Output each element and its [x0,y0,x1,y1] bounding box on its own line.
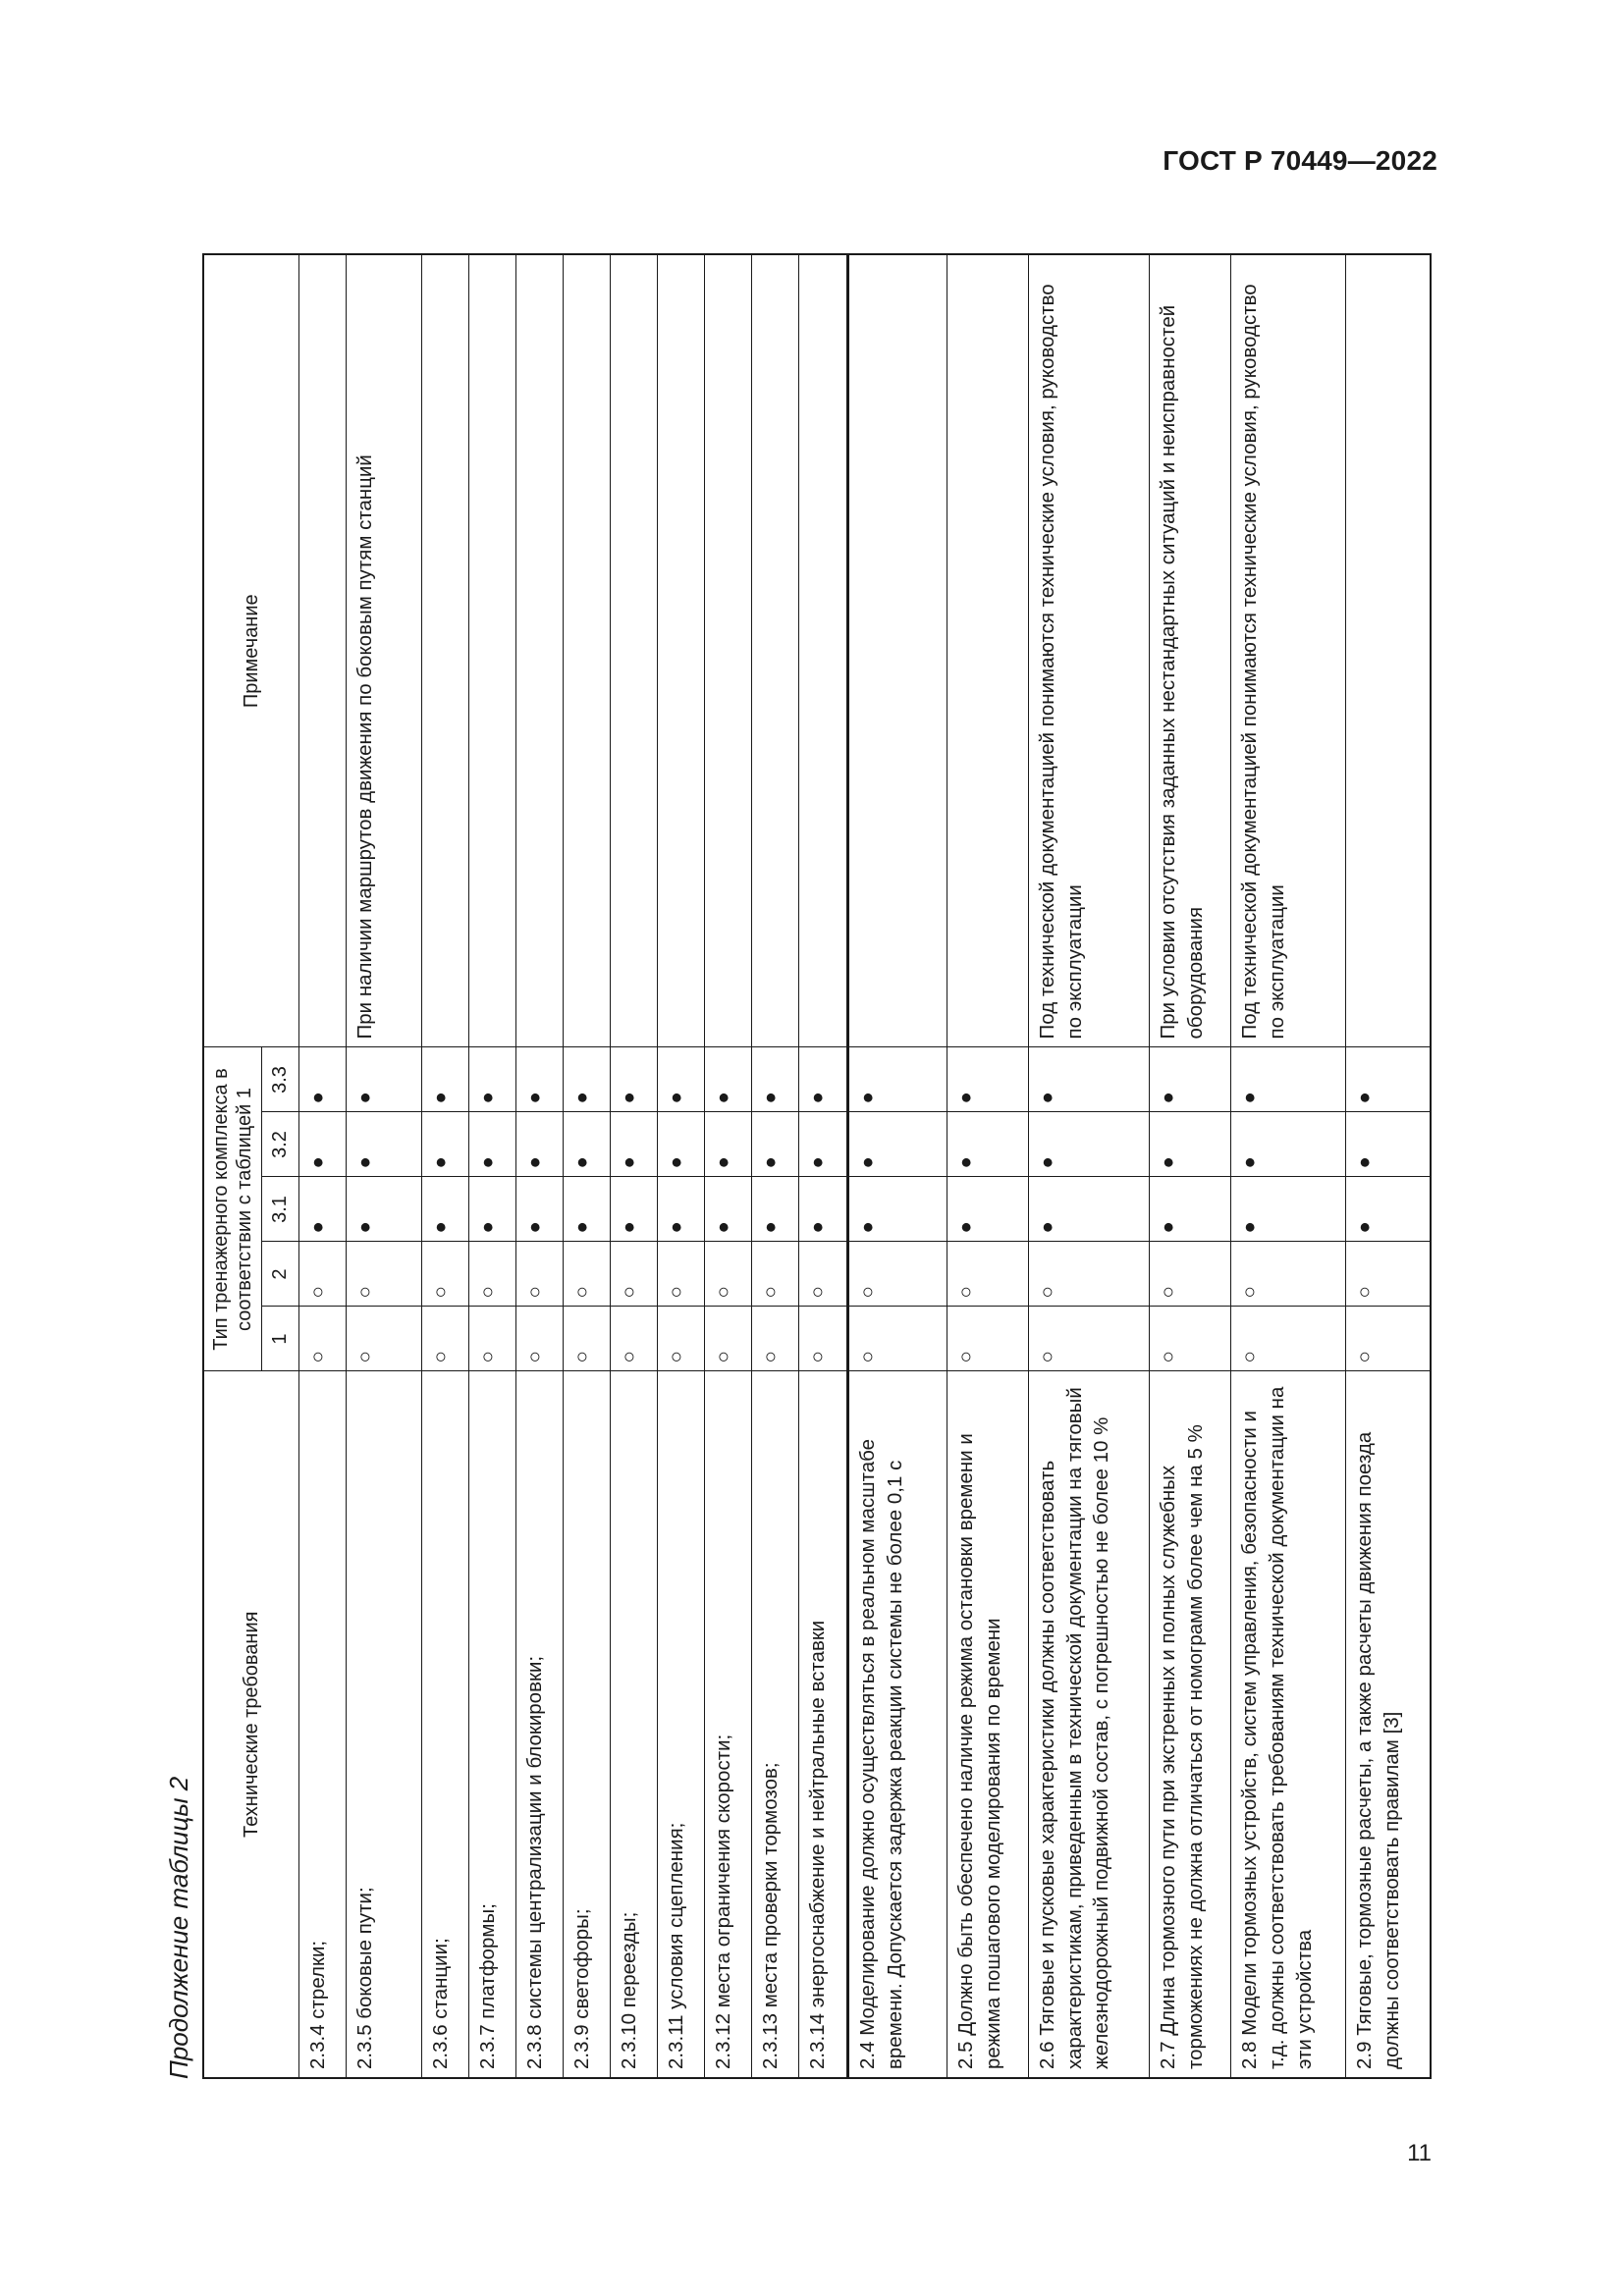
type-mark-cell: ● [947,1177,1029,1242]
type-mark-cell: ● [611,1112,658,1177]
note-cell: При условии отсутствия заданных нестандартных ситуаций и неисправностей оборудования [1150,254,1231,1047]
type-mark-cell: ● [947,1047,1029,1112]
note-cell [299,254,347,1047]
type-mark-cell: ● [299,1112,347,1177]
requirement-cell: 2.9 Тяговые, тормозные расчеты, а также расчеты движения поезда должны соответствовать правилам [3] [1345,1371,1431,2078]
type-mark-cell: ● [799,1112,847,1177]
requirement-cell: 2.3.10 переезды; [611,1371,658,2078]
requirement-cell: 2.3.12 места ограничения скорости; [705,1371,752,2078]
type-mark-cell: ○ [1150,1242,1231,1307]
type-mark-cell: ● [658,1177,705,1242]
type-mark-cell: ○ [299,1307,347,1371]
header-type: 3.3 [262,1047,299,1112]
type-mark-cell: ● [1345,1047,1431,1112]
header-note: Примечание [203,254,299,1047]
type-mark-cell: ○ [1028,1307,1150,1371]
header-type: 3.1 [262,1177,299,1242]
page-number: 11 [1407,2140,1432,2166]
type-mark-cell: ● [1150,1112,1231,1177]
type-mark-cell: ● [1230,1047,1345,1112]
type-mark-cell: ○ [421,1242,468,1307]
type-mark-cell: ○ [421,1307,468,1371]
type-mark-cell: ○ [752,1307,799,1371]
type-mark-cell: ● [299,1177,347,1242]
type-mark-cell: ○ [1230,1242,1345,1307]
requirement-cell: 2.3.5 боковые пути; [347,1371,422,2078]
type-mark-cell: ● [799,1177,847,1242]
table-body [299,254,1431,2078]
table-row [658,254,705,2078]
note-cell: Под технической документацией понимаются технические условия, руководство по эксплуатации [1028,254,1150,1047]
table-row [468,254,515,2078]
type-mark-cell: ● [1028,1047,1150,1112]
requirement-cell: 2.6 Тяговые и пусковые характеристики должны соответствовать характеристикам, приведенным в технической документации на тяговый железнодорожный подвижной состав, с погрешностью не более 10 % [1028,1371,1150,2078]
note-cell [705,254,752,1047]
type-mark-cell: ● [1230,1177,1345,1242]
type-mark-cell: ○ [516,1307,564,1371]
requirement-cell: 2.3.8 системы централизации и блокировки; [516,1371,564,2078]
type-mark-cell: ○ [611,1242,658,1307]
type-mark-cell: ● [847,1177,947,1242]
table-row [347,254,422,2078]
type-mark-cell: ● [611,1177,658,1242]
note-cell [516,254,564,1047]
table-row [564,254,611,2078]
requirement-cell: 2.3.13 места проверки тормозов; [752,1371,799,2078]
table-row [705,254,752,2078]
table-row [299,254,347,2078]
standard-code: ГОСТ Р 70449—2022 [1163,145,1437,176]
type-mark-cell: ● [705,1047,752,1112]
type-mark-cell: ● [468,1047,515,1112]
type-mark-cell: ● [658,1047,705,1112]
table-caption: Продолжение таблицы 2 [164,1776,193,2079]
type-mark-cell: ● [564,1112,611,1177]
type-mark-cell: ○ [847,1307,947,1371]
note-cell [564,254,611,1047]
type-mark-cell: ● [347,1112,422,1177]
requirement-cell: 2.3.4 стрелки; [299,1371,347,2078]
type-mark-cell: ● [1150,1047,1231,1112]
requirement-cell: 2.3.7 платформы; [468,1371,515,2078]
type-mark-cell: ○ [1230,1307,1345,1371]
type-mark-cell: ● [847,1112,947,1177]
type-mark-cell: ○ [658,1242,705,1307]
requirement-cell: 2.3.6 станции; [421,1371,468,2078]
note-cell: Под технической документацией понимаются технические условия, руководство по эксплуатации [1230,254,1345,1047]
table-row [799,254,847,2078]
type-mark-cell: ● [752,1112,799,1177]
requirement-cell: 2.4 Моделирование должно осуществляться в реальном масштабе времени. Допускается задержка реакции системы не более 0,1 с [847,1371,947,2078]
note-cell [752,254,799,1047]
type-mark-cell: ● [564,1177,611,1242]
requirement-cell: 2.8 Модели тормозных устройств, систем управления, безопасности и т.д. должны соответствовать требованиям технической документации на эти устройства [1230,1371,1345,2078]
table-row [611,254,658,2078]
type-mark-cell: ● [299,1047,347,1112]
note-cell [847,254,947,1047]
type-mark-cell: ● [516,1112,564,1177]
type-mark-cell: ○ [1150,1307,1231,1371]
type-mark-cell: ○ [705,1307,752,1371]
table-row [847,254,947,2078]
header-type: 3.2 [262,1112,299,1177]
type-mark-cell: ● [1150,1177,1231,1242]
requirement-cell: 2.3.14 энергоснабжение и нейтральные вставки [799,1371,847,2078]
note-cell [658,254,705,1047]
type-mark-cell: ○ [299,1242,347,1307]
header-type: 2 [262,1242,299,1307]
note-cell [947,254,1029,1047]
requirement-cell: 2.7 Длина тормозного пути при экстренных и полных служебных торможениях не должна отличаться от номограмм более чем на 5 % [1150,1371,1231,2078]
requirement-cell: 2.3.9 светофоры; [564,1371,611,2078]
type-mark-cell: ● [347,1177,422,1242]
table-row [752,254,799,2078]
rotated-table-region [157,255,1434,2079]
type-mark-cell: ● [347,1047,422,1112]
type-mark-cell: ○ [947,1307,1029,1371]
type-mark-cell: ○ [799,1307,847,1371]
table-row [421,254,468,2078]
type-mark-cell: ● [847,1047,947,1112]
type-mark-cell: ● [1028,1177,1150,1242]
type-mark-cell: ● [1028,1112,1150,1177]
note-cell [421,254,468,1047]
type-mark-cell: ○ [564,1307,611,1371]
table-row [516,254,564,2078]
table-row [1230,254,1345,2078]
type-mark-cell: ● [611,1047,658,1112]
note-cell [1345,254,1431,1047]
type-mark-cell: ● [1230,1112,1345,1177]
type-mark-cell: ● [468,1177,515,1242]
type-mark-cell: ● [752,1047,799,1112]
header-requirements: Технические требования [203,1371,299,2078]
type-mark-cell: ○ [611,1307,658,1371]
note-cell [611,254,658,1047]
type-mark-cell: ○ [468,1242,515,1307]
type-mark-cell: ● [421,1177,468,1242]
type-mark-cell: ○ [658,1307,705,1371]
type-mark-cell: ○ [564,1242,611,1307]
type-mark-cell: ● [705,1177,752,1242]
note-cell: При наличии маршрутов движения по боковым путям станций [347,254,422,1047]
type-mark-cell: ● [799,1047,847,1112]
table-row [1150,254,1231,2078]
type-mark-cell: ● [705,1112,752,1177]
type-mark-cell: ○ [799,1242,847,1307]
type-mark-cell: ○ [752,1242,799,1307]
type-mark-cell: ○ [516,1242,564,1307]
type-mark-cell: ○ [1345,1307,1431,1371]
type-mark-cell: ○ [347,1307,422,1371]
type-mark-cell: ○ [468,1307,515,1371]
type-mark-cell: ○ [1028,1242,1150,1307]
type-mark-cell: ○ [947,1242,1029,1307]
requirement-cell: 2.3.11 условия сцепления; [658,1371,705,2078]
type-mark-cell: ● [1345,1177,1431,1242]
type-mark-cell: ○ [1345,1242,1431,1307]
note-cell [799,254,847,1047]
table-row [1028,254,1150,2078]
type-mark-cell: ● [947,1112,1029,1177]
type-mark-cell: ○ [705,1242,752,1307]
type-mark-cell: ● [564,1047,611,1112]
header-type: 1 [262,1307,299,1371]
requirements-table [202,253,1432,2079]
type-mark-cell: ○ [347,1242,422,1307]
type-mark-cell: ● [516,1047,564,1112]
type-mark-cell: ● [1345,1112,1431,1177]
table-row [947,254,1029,2078]
type-mark-cell: ● [468,1112,515,1177]
type-mark-cell: ● [421,1047,468,1112]
requirement-cell: 2.5 Должно быть обеспечено наличие режима остановки времени и режима пошагового моделирования по времени [947,1371,1029,2078]
type-mark-cell: ○ [847,1242,947,1307]
type-mark-cell: ● [516,1177,564,1242]
type-mark-cell: ● [752,1177,799,1242]
note-cell [468,254,515,1047]
header-type-group: Тип тренажерного комплекса в соответствии с таблицей 1 [203,1047,262,1371]
table-row [1345,254,1431,2078]
type-mark-cell: ● [658,1112,705,1177]
type-mark-cell: ● [421,1112,468,1177]
